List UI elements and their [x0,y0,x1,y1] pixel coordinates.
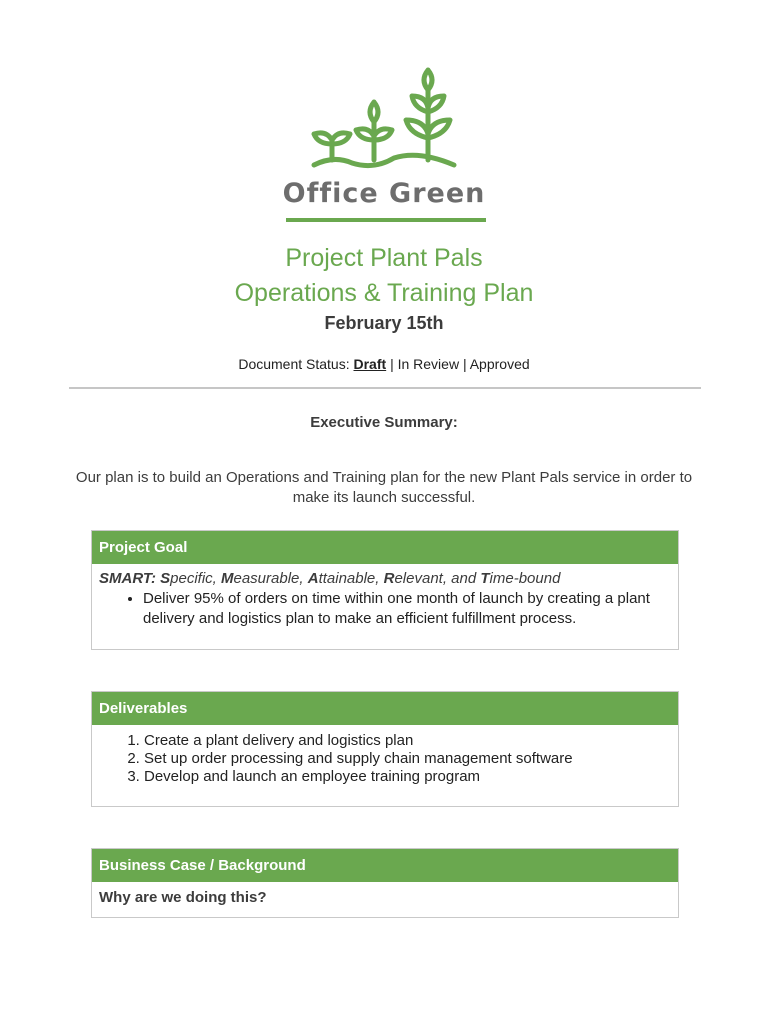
goal-list [99,589,671,629]
deliverable-item: 2. Set up order processing and supply chain management software [144,750,671,768]
project-goal-body [92,564,678,635]
business-case-heading: Business Case / Background [92,849,678,882]
smart-word: ime-bound [489,570,561,587]
status-in-review[interactable]: In Review [397,356,460,372]
document-date: February 15th [324,313,444,333]
goal-item: • Deliver 95% of orders on time within one month of launch by creating a plant delivery and logistics plan to make an efficient fulfillment process. [143,589,671,629]
divider [69,387,701,389]
executive-summary-text: Our plan is to build an Operations and Training plan for the new Plant Pals service in order to make its launch successful. [75,469,693,506]
smart-letter: T [480,570,490,587]
smart-letter: R [383,570,395,587]
smart-word: pecific, [170,570,221,587]
deliverable-item: 1. Create a plant delivery and logistics plan [144,732,671,750]
project-goal-table [91,530,679,650]
brand-underline [286,218,486,222]
project-goal-heading: Project Goal [92,531,678,564]
plants-logo-icon [304,60,464,175]
document-status [0,356,768,372]
deliverables-table [91,691,679,807]
business-case-question: Why are we doing this? [99,889,267,906]
status-separator: | [462,356,467,372]
smart-letter: S [160,570,171,587]
smart-word: ttainable, [318,570,384,587]
status-separator: | [390,356,394,372]
deliverables-heading: Deliverables [92,692,678,725]
smart-label: SMART: [99,570,156,587]
status-approved[interactable]: Approved [469,356,530,372]
deliverables-list [99,732,671,786]
smart-word: easurable, [233,570,308,587]
status-prefix: Document Status: [238,356,350,372]
logo [0,60,768,175]
smart-word: elevant, and [394,570,481,587]
status-draft[interactable]: Draft [353,356,387,372]
plan-title: Operations & Training Plan [234,279,534,307]
business-case-table [91,848,679,918]
smart-letter: M [221,570,234,587]
executive-summary-heading: Executive Summary: [310,414,458,431]
smart-criteria [99,570,671,587]
deliverables-body [92,725,678,792]
project-title: Project Plant Pals [285,244,483,272]
deliverable-item: 3. Develop and launch an employee training program [144,768,671,786]
brand-name: Office Green [282,178,486,209]
smart-letter: A [307,570,319,587]
